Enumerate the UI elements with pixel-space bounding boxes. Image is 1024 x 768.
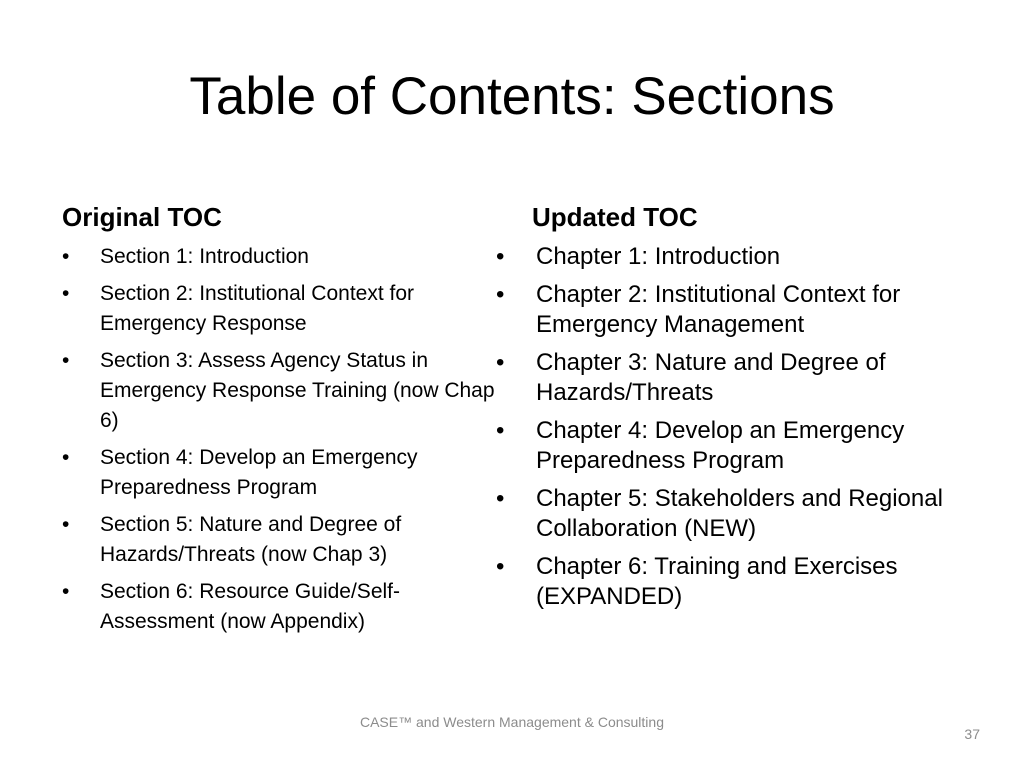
bullet-icon: • <box>496 553 505 580</box>
updated-toc-item <box>492 242 972 272</box>
updated-toc-item <box>492 416 972 476</box>
updated-toc-item <box>492 280 972 340</box>
updated-toc-list <box>492 242 972 612</box>
original-toc-heading: Original TOC <box>62 202 222 232</box>
toc-item-text: Section 4: Develop an Emergency Preparedness Program <box>100 446 418 499</box>
updated-toc-item <box>492 552 972 612</box>
bullet-icon: • <box>496 243 505 270</box>
bullet-icon: • <box>496 349 505 376</box>
original-toc-item <box>62 279 505 339</box>
bullet-icon: • <box>496 281 505 308</box>
bullet-icon: • <box>496 485 505 512</box>
toc-item-text: Section 2: Institutional Context for Emergency Response <box>100 282 415 335</box>
updated-toc-item <box>492 348 972 408</box>
bullet-icon: • <box>62 349 70 372</box>
toc-item-text: Chapter 4: Develop an Emergency Preparedness Program <box>536 417 905 474</box>
toc-item-text: Chapter 2: Institutional Context for Emergency Management <box>536 281 901 338</box>
bullet-icon: • <box>62 282 70 305</box>
original-toc-item <box>62 346 505 436</box>
bullet-icon: • <box>62 580 70 603</box>
toc-item-text: Chapter 5: Stakeholders and Regional Collaboration (NEW) <box>536 485 943 542</box>
bullet-icon: • <box>496 417 505 444</box>
original-toc-item <box>62 242 505 272</box>
toc-item-text: Section 1: Introduction <box>100 245 309 268</box>
footer-text: CASE™ and Western Management & Consulting <box>359 714 664 730</box>
toc-item-text: Chapter 6: Training and Exercises (EXPANDED) <box>536 553 898 610</box>
original-toc-item <box>62 510 502 570</box>
toc-item-text: Section 6: Resource Guide/Self-Assessment (now Appendix) <box>100 580 400 633</box>
page-number: 37 <box>964 726 980 742</box>
original-toc-item <box>62 577 502 637</box>
toc-item-text: Chapter 1: Introduction <box>536 243 781 270</box>
bullet-icon: • <box>62 513 70 536</box>
original-toc-column <box>62 200 505 644</box>
updated-toc-item <box>492 484 972 544</box>
toc-item-text: Section 3: Assess Agency Status in Emergency Response Training (now Chap 6) <box>100 349 495 432</box>
toc-item-text: Section 5: Nature and Degree of Hazards/Threats (now Chap 3) <box>100 513 402 566</box>
bullet-icon: • <box>62 245 70 268</box>
bullet-icon: • <box>62 446 70 469</box>
toc-item-text: Chapter 3: Nature and Degree of Hazards/Threats <box>536 349 886 406</box>
original-toc-list <box>62 242 505 637</box>
updated-toc-heading: Updated TOC <box>532 202 698 232</box>
updated-toc-column <box>492 200 972 620</box>
slide-title: Table of Contents: Sections <box>189 67 835 126</box>
original-toc-item <box>62 443 502 503</box>
